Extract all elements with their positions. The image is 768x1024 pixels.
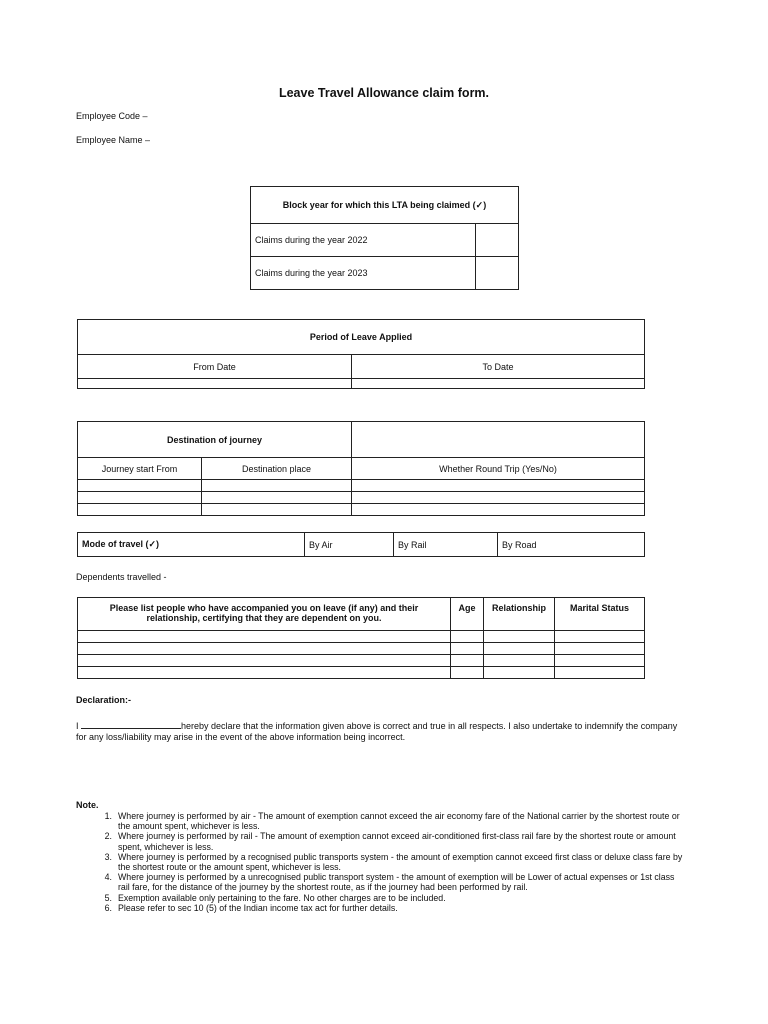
round-trip-field[interactable] — [352, 480, 645, 492]
dependent-relationship-field[interactable] — [484, 655, 555, 667]
note-text: Where journey is performed by a unrecognised public transport system - the amount of exemption will be Lower of actual expenses or 1st class rail fare, for the distance of the journey by the shortest route, as if the journey had been performed by rail. — [118, 872, 675, 893]
journey-start-field[interactable] — [78, 492, 202, 504]
form-title: Leave Travel Allowance claim form. — [278, 86, 490, 100]
destination-place-field[interactable] — [202, 492, 352, 504]
destination-header: Destination of journey — [78, 422, 352, 458]
declaration-prefix: I — [76, 721, 79, 731]
note-item — [76, 852, 688, 872]
dependent-name-field[interactable] — [78, 655, 451, 667]
note-text: Where journey is performed by air - The amount of exemption cannot exceed the air economy fare of the National carrier by the shortest route or the amount spent, whichever is less. — [118, 811, 680, 832]
note-number: 5. — [104, 892, 112, 903]
dependent-age-field[interactable] — [451, 667, 484, 679]
journey-start-label: Journey start From — [78, 458, 202, 480]
block-year-2022-checkbox[interactable] — [476, 224, 519, 257]
employee-code-label: Employee Code – — [76, 111, 148, 121]
note-item — [76, 872, 688, 892]
dependent-age-field[interactable] — [451, 631, 484, 643]
journey-start-field[interactable] — [78, 480, 202, 492]
dependent-name-field[interactable] — [78, 631, 451, 643]
mode-option-rail[interactable]: By Rail — [394, 533, 498, 557]
mode-option-road[interactable]: By Road — [498, 533, 645, 557]
block-year-row-label: Claims during the year 2023 — [251, 257, 476, 290]
mode-option-air[interactable]: By Air — [305, 533, 394, 557]
round-trip-label: Whether Round Trip (Yes/No) — [352, 458, 645, 480]
age-header: Age — [451, 598, 484, 631]
declaration-paragraph — [76, 720, 686, 743]
destination-place-field[interactable] — [202, 480, 352, 492]
leave-period-table — [77, 319, 645, 389]
dependent-marital-field[interactable] — [555, 655, 645, 667]
destination-place-field[interactable] — [202, 504, 352, 516]
from-date-field[interactable] — [78, 379, 352, 389]
declaration-text: hereby declare that the information given above is correct and true in all respects. I also undertake to indemnify the company for any loss/liability may arise in the event of the above information being incorrect. — [76, 721, 678, 742]
mode-of-travel-table — [77, 532, 645, 557]
block-year-table — [250, 186, 519, 290]
employee-name-label: Employee Name – — [76, 135, 151, 145]
mode-of-travel-label: Mode of travel (✓) — [78, 533, 305, 557]
dependent-age-field[interactable] — [451, 643, 484, 655]
block-year-2023-checkbox[interactable] — [476, 257, 519, 290]
from-date-label: From Date — [78, 355, 352, 379]
note-text: Exemption available only pertaining to the fare. No other charges are to be included. — [118, 892, 446, 903]
to-date-field[interactable] — [352, 379, 645, 389]
journey-start-field[interactable] — [78, 504, 202, 516]
to-date-label: To Date — [352, 355, 645, 379]
notes-heading: Note. — [76, 800, 99, 810]
note-number: 4. — [104, 872, 112, 883]
note-item — [76, 831, 688, 851]
destination-table — [77, 421, 645, 516]
note-item — [76, 903, 688, 913]
dependent-relationship-field[interactable] — [484, 667, 555, 679]
declaration-name-blank[interactable] — [81, 720, 181, 729]
leave-period-header: Period of Leave Applied — [78, 320, 645, 355]
block-year-row-label: Claims during the year 2022 — [251, 224, 476, 257]
block-year-header: Block year for which this LTA being claimed (✓) — [251, 187, 519, 224]
note-text: Where journey is performed by a recognised public transports system - the amount of exemption cannot exceed first class or deluxe class fare by the shortest route or the amount spent, whichever is less. — [118, 851, 683, 873]
dependent-marital-field[interactable] — [555, 631, 645, 643]
note-item — [76, 893, 688, 903]
note-text: Where journey is performed by rail - The amount of exemption cannot exceed air-conditioned first-class rail fare by the shortest route or amount spent, whichever is less. — [118, 831, 676, 852]
note-number: 2. — [104, 831, 112, 842]
dependent-age-field[interactable] — [451, 655, 484, 667]
destination-place-label: Destination place — [202, 458, 352, 480]
dependent-relationship-field[interactable] — [484, 631, 555, 643]
round-trip-field[interactable] — [352, 504, 645, 516]
note-text: Please refer to sec 10 (5) of the Indian income tax act for further details. — [118, 902, 398, 913]
dependent-marital-field[interactable] — [555, 667, 645, 679]
declaration-heading: Declaration:- — [76, 695, 132, 705]
dependents-table — [77, 597, 645, 679]
note-number: 3. — [104, 851, 112, 862]
dependent-relationship-field[interactable] — [484, 643, 555, 655]
notes-list — [76, 811, 688, 913]
note-number: 1. — [104, 811, 112, 821]
round-trip-field[interactable] — [352, 492, 645, 504]
note-number: 6. — [104, 902, 112, 913]
marital-status-header: Marital Status — [555, 598, 645, 631]
destination-header-blank — [352, 422, 645, 458]
dependent-name-field[interactable] — [78, 667, 451, 679]
dependent-marital-field[interactable] — [555, 643, 645, 655]
dependent-name-field[interactable] — [78, 643, 451, 655]
dependents-label: Dependents travelled - — [76, 572, 167, 582]
note-item — [76, 811, 688, 831]
relationship-header: Relationship — [484, 598, 555, 631]
dependents-description-header: Please list people who have accompanied you on leave (if any) and their relationship, certifying that they are dependent on you. — [78, 598, 451, 631]
